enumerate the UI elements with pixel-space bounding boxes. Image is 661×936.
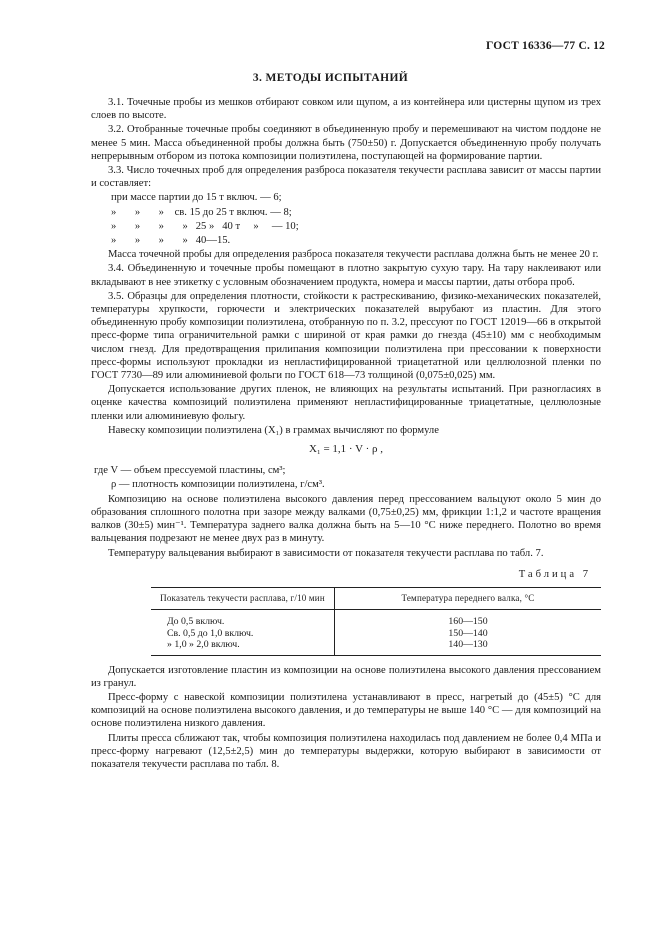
table-7 [151, 587, 601, 656]
paragraph-3-4: 3.4. Объединенную и точечные пробы помещают в плотно закрытую сухую тару. На тару наклеивают или вкладывают в нее этикетку с условным обозначением продукта, номера и массы партии, даты отбора проб. [91, 263, 601, 288]
paragraph-rolling: Композицию на основе полиэтилена высокого давления перед прессованием вальцуют около 5 мин до образования сплошного полотна при зазоре между валками (0,75±0,25) мм, фрикции 1:1,2 и частоте вращения валков (30±5) мин⁻¹. Температура заднего валка должна быть на 5—10 °С ниже переднего. Полотно во время вальцевания подрезают не менее двух раз в минуту. [91, 493, 601, 545]
table-cell: Св. 0,5 до 1,0 включ. [151, 628, 335, 640]
paragraph-press-plates: Плиты пресса сближают так, чтобы композиция полиэтилена находилась под давлением не более 0,4 МПа и пресс-форму нагревают (12,5±2,5) мин до температуры выдержки, которую выбирают в зависимости от показателя текучести расплава по табл. 8. [91, 732, 601, 771]
table-caption: Таблица 7 [518, 568, 591, 580]
document-body [91, 96, 601, 772]
list-item: » » » » 25 » 40 т » — 10; [111, 220, 299, 232]
where-density: ρ — плотность композиции полиэтилена, г/см³. [111, 479, 325, 491]
paragraph-other-films: Допускается использование других пленок, не влияющих на результаты испытаний. При разногласиях в оценке качества композиций полиэтилена применяют непластифицированные триацетатные, целлюлозные пленки или алюминиевую фольгу. [91, 384, 601, 422]
table-cell: » 1,0 » 2,0 включ. [151, 639, 335, 655]
paragraph-press-form: Пресс-форму с навеской композиции полиэтилена устанавливают в пресс, нагретый до (45±5) °С для композиций на основе полиэтилена высокого давления, и до температуры не выше 140 °С — для композиций на основе полиэтилена низкого давления. [91, 692, 601, 730]
table-header-roll-temp: Температура переднего валка, °С [335, 587, 602, 609]
paragraph-sample-mass: Масса точечной пробы для определения разброса показателя текучести расплава должна быть не менее 20 г. [108, 249, 599, 261]
table-header-melt-flow: Показатель текучести расплава, г/10 мин [151, 587, 335, 609]
paragraph-3-3: 3.3. Число точечных проб для определения разброса показателя текучести расплава зависит от массы партии и составляет: [91, 165, 601, 190]
table-cell: До 0,5 включ. [151, 610, 335, 628]
section-title: 3. МЕТОДЫ ИСПЫТАНИЙ [252, 72, 409, 84]
table-row [151, 639, 601, 655]
list-item: » » » » 40—15. [111, 235, 231, 247]
table-cell: 150—140 [448, 627, 488, 639]
formula: X₁ = 1,1 · V · ρ , [308, 443, 384, 456]
paragraph-3-2: 3.2. Отобранные точечные пробы соединяют в объединенную пробу и перемешивают на чистом поддоне не менее 5 мин. Масса объединенной пробы должна быть (750±50) г. Допускается объединенную пробу получать непрерывным отбором из потока композиции полиэтилена, поступающей на формирование партии. [91, 124, 601, 162]
list-item: при массе партии до 15 т включ. — 6; [111, 192, 282, 204]
page-header: ГОСТ 16336—77 С. 12 [486, 40, 605, 52]
table-row [151, 628, 601, 640]
paragraph-rolling-temperature: Температуру вальцевания выбирают в зависимости от показателя текучести расплава по табл. 7. [108, 547, 544, 559]
paragraph-3-5: 3.5. Образцы для определения плотности, стойкости к растрескиванию, физико-механических показателей, температуры хрупкости, горючести и электрических показателей вырубают из пластин. Для этого объединенную пробу композиции полиэтилена, отобранную по п. 3.2, прессуют по ГОСТ 12019—66 в открытой пресс-форме типа ограничительной рамки с шириной от края рамки до гнезда (45±10) мм с необходимым числом гнезд. Для предотвращения прилипания композиции полиэтилена при прессовании к поверхности пресс-формы используют прокладки из непластифицированной триацетатной или целлюлозной пленки по ГОСТ 7730—89 или алюминиевой фольги по ГОСТ 618—73 толщиной (0,075±0,025) мм. [91, 290, 601, 382]
table-cell: 140—130 [335, 639, 602, 655]
list-item: » » » св. 15 до 25 т включ. — 8; [111, 206, 292, 218]
paragraph-3-1: 3.1. Точечные пробы из мешков отбирают совком или щупом, а из контейнера или цистерны щупом из трех слоев по высоте. [91, 97, 601, 122]
paragraph-sample-weight: Навеску композиции полиэтилена (X₁) в граммах вычисляют по формуле [108, 424, 439, 436]
table-cell: 160—150 [448, 616, 488, 628]
paragraph-granules: Допускается изготовление пластин из композиции на основе полиэтилена высокого давления прессованием из гранул. [91, 664, 601, 689]
sample-count-list [91, 191, 601, 247]
where-volume: где V — объем прессуемой пластины, см³; [94, 465, 286, 477]
table-row [151, 610, 601, 628]
